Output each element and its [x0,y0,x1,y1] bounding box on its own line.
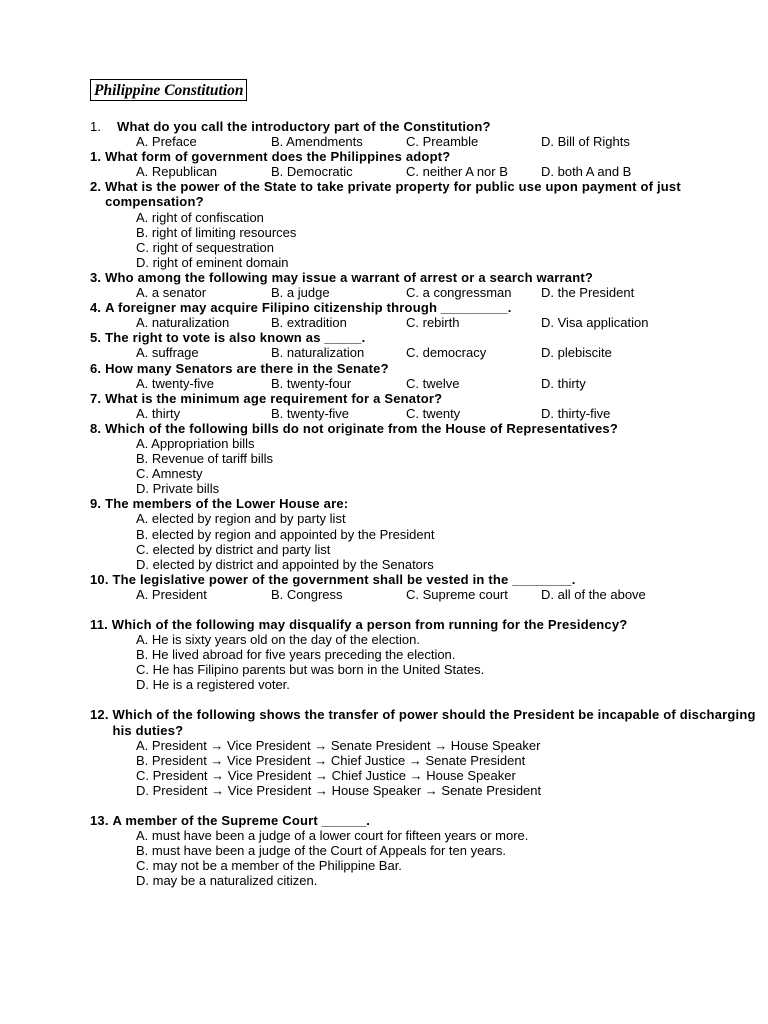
question-item [90,617,760,692]
answer-option: C. Supreme court [406,586,508,602]
question-text: Which of the following may disqualify a person from running for the Presidency? [111,617,628,632]
answer-option: D. both A and B [541,164,632,180]
answer-option: D. the President [541,285,635,301]
question-number: 3. [90,269,106,285]
answer-option: D. thirty [541,375,586,391]
answer-option: A. Republican [136,164,217,180]
answer-options [90,828,760,888]
question-stem [90,149,760,164]
question-text: The legislative power of the government shall be vested in the ________. [112,571,576,587]
question-stem [90,572,760,587]
answer-options [90,376,760,391]
answer-options [90,738,760,798]
answer-option: A. must have been a judge of a lower court for fifteen years or more. [136,828,529,844]
answer-option: D. elected by district and appointed by the Senators [136,556,434,572]
question-item [90,391,760,421]
answer-options [90,134,760,149]
question-list [90,119,760,889]
answer-option: A. twenty-five [136,375,215,391]
answer-option: D. Bill of Rights [541,134,630,150]
answer-option: D. Private bills [136,481,220,497]
question-stem [90,361,760,376]
answer-option: A. President → Vice President → Senate President → House Speaker [136,737,541,753]
answer-option: B. He lived abroad for five years preceding the election. [136,647,456,663]
answer-option: C. democracy [406,345,487,361]
answer-option: B. Revenue of tariff bills [136,451,274,467]
answer-options [90,436,760,496]
document-title: Philippine Constitution [90,79,247,101]
question-item [90,707,760,798]
answer-option: A. Preface [136,134,197,150]
question-stem [90,496,760,511]
answer-option: A. President [136,586,207,602]
question-number: 13. [90,813,113,829]
question-stem [90,813,760,828]
answer-options [90,345,760,360]
answer-option: D. Visa application [541,315,649,331]
question-item [90,421,760,496]
answer-option: C. right of sequestration [136,239,275,255]
answer-option: B. twenty-four [271,375,352,391]
question-item [90,330,760,360]
answer-option: D. may be a naturalized citizen. [136,873,318,889]
answer-option: A. He is sixty years old on the day of the election. [136,632,420,648]
question-item [90,300,760,330]
answer-option: C. President → Vice President → Chief Justice → House Speaker [136,767,516,783]
question-number: 10. [90,571,113,587]
question-text: Who among the following may issue a warrant of arrest or a search warrant? [105,269,594,285]
question-number: 1. [90,119,102,134]
answer-option: C. He has Filipino parents but was born in the United States. [136,662,485,678]
question-item [90,361,760,391]
answer-option: B. Amendments [271,134,363,150]
question-number: 12. [90,707,113,723]
answer-option: B. elected by region and appointed by the President [136,526,435,542]
answer-options [90,315,760,330]
question-text: Which of the following bills do not originate from the House of Representatives? [105,420,618,436]
question-stem [90,270,760,285]
question-stem [90,179,760,209]
answer-option: A. right of confiscation [136,209,264,225]
question-stem [90,707,760,737]
question-text: The right to vote is also known as _____. [105,330,366,346]
answer-option: D. all of the above [541,586,646,602]
answer-option: C. elected by district and party list [136,541,331,557]
answer-options [90,632,760,692]
answer-option: B. Democratic [271,164,353,180]
answer-option: B. extradition [271,315,347,331]
answer-option: B. naturalization [271,345,365,361]
answer-option: D. President → Vice President → House Speaker → Senate President [136,782,542,798]
answer-options [90,285,760,300]
answer-option: D. He is a registered voter. [136,677,290,693]
question-item [90,119,760,149]
answer-option: A. a senator [136,285,207,301]
question-text: Which of the following shows the transfer of power should the President be incapable of discharging his duties? [112,707,756,738]
question-number: 4. [90,300,106,316]
question-text: The members of the Lower House are: [105,496,349,512]
question-number: 6. [90,360,106,376]
question-number: 5. [90,330,106,346]
answer-options [90,210,760,270]
answer-option: C. may not be a member of the Philippine Bar. [136,858,402,874]
answer-option: D. right of eminent domain [136,254,289,270]
answer-option: D. thirty-five [541,405,611,421]
answer-option: C. twenty [406,405,461,421]
answer-option: C. rebirth [406,315,460,331]
answer-option: B. President → Vice President → Chief Justice → Senate President [136,752,526,768]
question-stem [90,391,760,406]
question-text: What is the minimum age requirement for a Senator? [105,390,443,406]
question-stem [90,300,760,315]
answer-option: A. elected by region and by party list [136,511,346,527]
question-item [90,572,760,602]
question-text: How many Senators are there in the Senate? [105,360,389,376]
answer-option: C. Preamble [406,134,479,150]
question-stem [90,617,760,632]
answer-option: B. must have been a judge of the Court of Appeals for ten years. [136,843,507,859]
question-text: What form of government does the Philippines adopt? [105,149,451,165]
question-stem [90,330,760,345]
question-item [90,179,760,270]
question-text: A member of the Supreme Court ______. [112,813,371,829]
answer-option: B. twenty-five [271,405,350,421]
question-number: 8. [90,420,106,436]
answer-option: D. plebiscite [541,345,612,361]
question-number: 11. [90,617,112,632]
question-item [90,813,760,888]
answer-option: B. a judge [271,285,330,301]
question-item [90,270,760,300]
question-number: 9. [90,496,106,512]
answer-option: A. suffrage [136,345,199,361]
answer-option: A. thirty [136,405,181,421]
answer-options [90,587,760,602]
answer-options [90,406,760,421]
question-number: 7. [90,390,106,406]
question-number: 2. [90,179,106,195]
answer-option: B. Congress [271,586,343,602]
answer-option: A. naturalization [136,315,230,331]
answer-option: C. a congressman [406,285,512,301]
question-text: What do you call the introductory part of the Constitution? [117,119,491,134]
answer-options [90,164,760,179]
answer-option: C. Amnesty [136,466,203,482]
question-stem [90,421,760,436]
question-text: What is the power of the State to take private property for public use upon payment of just compensation? [105,179,681,210]
question-number: 1. [90,149,106,165]
answer-options [90,511,760,571]
answer-option: A. Appropriation bills [136,435,255,451]
answer-option: C. twelve [406,375,460,391]
question-item [90,496,760,571]
question-text: A foreigner may acquire Filipino citizenship through _________. [105,300,512,316]
answer-option: B. right of limiting resources [136,224,297,240]
answer-option: C. neither A nor B [406,164,508,180]
question-stem [90,119,760,134]
question-item [90,149,760,179]
